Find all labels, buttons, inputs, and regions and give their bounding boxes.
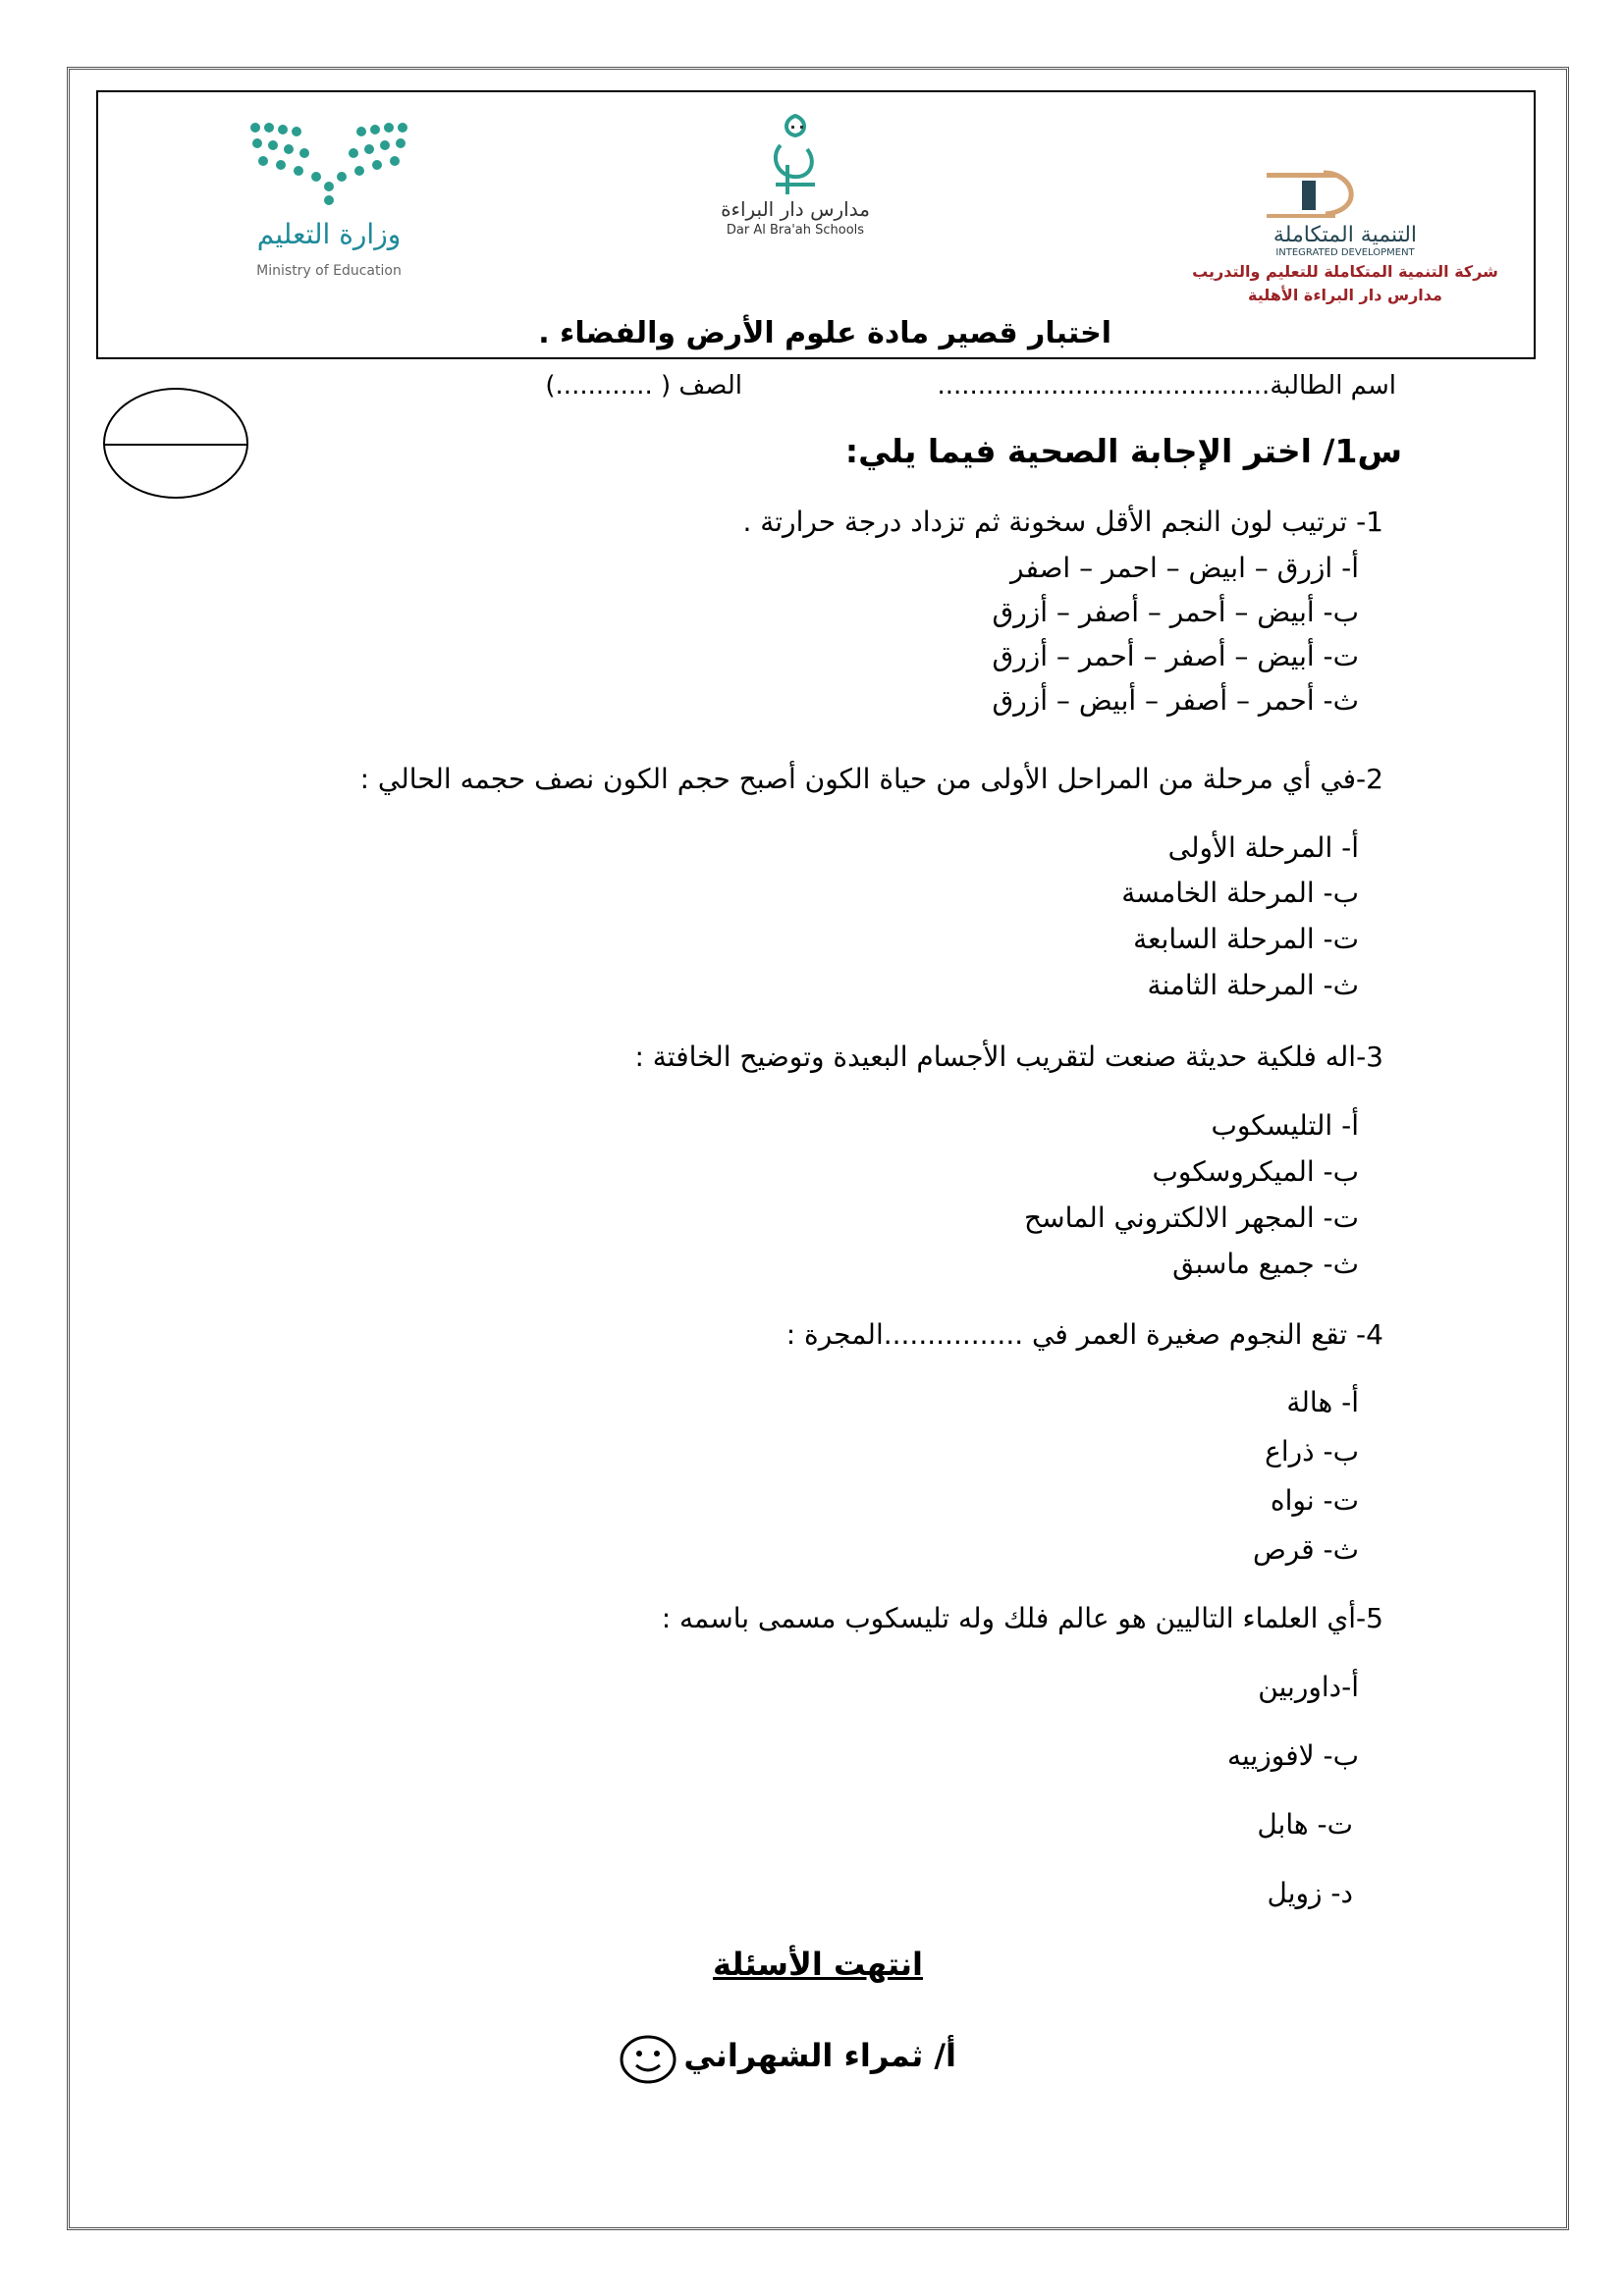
student-name-field[interactable]: اسم الطالبة......................................... [937, 371, 1396, 400]
question-5: 5-أي العلماء التاليين هو عالم فلك وله تليسكوب مسمى باسمه : [661, 1602, 1383, 1634]
section-title: س1/ اختر الإجابة الصحية فيما يلي: [844, 432, 1402, 470]
q2-option-b[interactable]: ب- المرحلة الخامسة [1121, 877, 1359, 909]
company-name: شركة التنمية المتكاملة للتعليم والتدريب [1192, 262, 1498, 281]
company-logo-en: INTEGRATED DEVELOPMENT [1275, 247, 1415, 258]
integrated-development-logo [1192, 169, 1498, 326]
ministry-logo [236, 118, 422, 290]
company-logo-ar: التنمية المتكاملة [1272, 223, 1418, 247]
q4-option-b[interactable]: ب- ذراع [1265, 1435, 1359, 1468]
dar-albraah-logo [677, 106, 913, 239]
exam-title: اختبار قصير مادة علوم الأرض والفضاء . [538, 316, 1111, 350]
q5-option-d[interactable]: د- زويل [1267, 1877, 1353, 1909]
ministry-logo-en: Ministry of Education [256, 263, 402, 279]
q5-option-a[interactable]: أ-داوربين [1258, 1671, 1359, 1703]
q1-option-d[interactable]: ث- أحمر – أصفر – أبيض – أزرق [992, 684, 1359, 717]
class-field[interactable]: الصف ( ............) [545, 371, 742, 400]
teacher-name: أ/ ثمراء الشهراني [683, 2037, 956, 2074]
q3-option-a[interactable]: أ- التليسكوب [1211, 1109, 1359, 1142]
q4-option-a[interactable]: أ- هالة [1286, 1386, 1359, 1418]
school-logo-en: Dar Al Bra'ah Schools [726, 223, 865, 238]
question-3: 3-اله فلكية حديثة صنعت لتقريب الأجسام البعيدة وتوضيح الخافتة : [634, 1041, 1383, 1073]
q5-option-c[interactable]: ت- هابل [1257, 1808, 1353, 1841]
q2-option-d[interactable]: ث- المرحلة الثامنة [1147, 969, 1359, 1001]
q2-option-c[interactable]: ت- المرحلة السابعة [1133, 923, 1359, 955]
grade-box [103, 388, 248, 499]
q3-option-d[interactable]: ث- جميع ماسبق [1172, 1248, 1359, 1280]
question-2: 2-في أي مرحلة من المراحل الأولى من حياة الكون أصبح حجم الكون نصف حجمه الحالي : [359, 763, 1383, 795]
q3-option-c[interactable]: ت- المجهر الالكتروني الماسح [1024, 1201, 1359, 1234]
end-of-questions: انتهت الأسئلة [713, 1946, 923, 1983]
q1-option-a[interactable]: أ- ازرق – ابيض – احمر – اصفر [1010, 552, 1359, 584]
q4-option-d[interactable]: ث- قرص [1252, 1533, 1359, 1566]
ministry-logo-ar: وزارة التعليم [256, 218, 402, 250]
school-logo-ar: مدارس دار البراءة [721, 197, 870, 221]
grade-divider [105, 444, 246, 446]
q4-option-c[interactable]: ت- نواه [1270, 1484, 1359, 1517]
q1-option-b[interactable]: ب- أبيض – أحمر – أصفر – أزرق [992, 596, 1359, 628]
q3-option-b[interactable]: ب- الميكروسكوب [1152, 1155, 1359, 1188]
question-4: 4- تقع النجوم صغيرة العمر في ................المجرة : [785, 1318, 1383, 1351]
q5-option-b[interactable]: ب- لافوزييه [1227, 1739, 1359, 1772]
q1-option-c[interactable]: ت- أبيض – أصفر – أحمر – أزرق [992, 640, 1359, 672]
school-name: مدارس دار البراءة الأهلية [1248, 286, 1442, 304]
q2-option-a[interactable]: أ- المرحلة الأولى [1167, 831, 1359, 864]
smiley-icon [619, 2034, 677, 2085]
question-1: 1- ترتيب لون النجم الأقل سخونة ثم تزداد درجة حرارتة . [742, 506, 1383, 538]
